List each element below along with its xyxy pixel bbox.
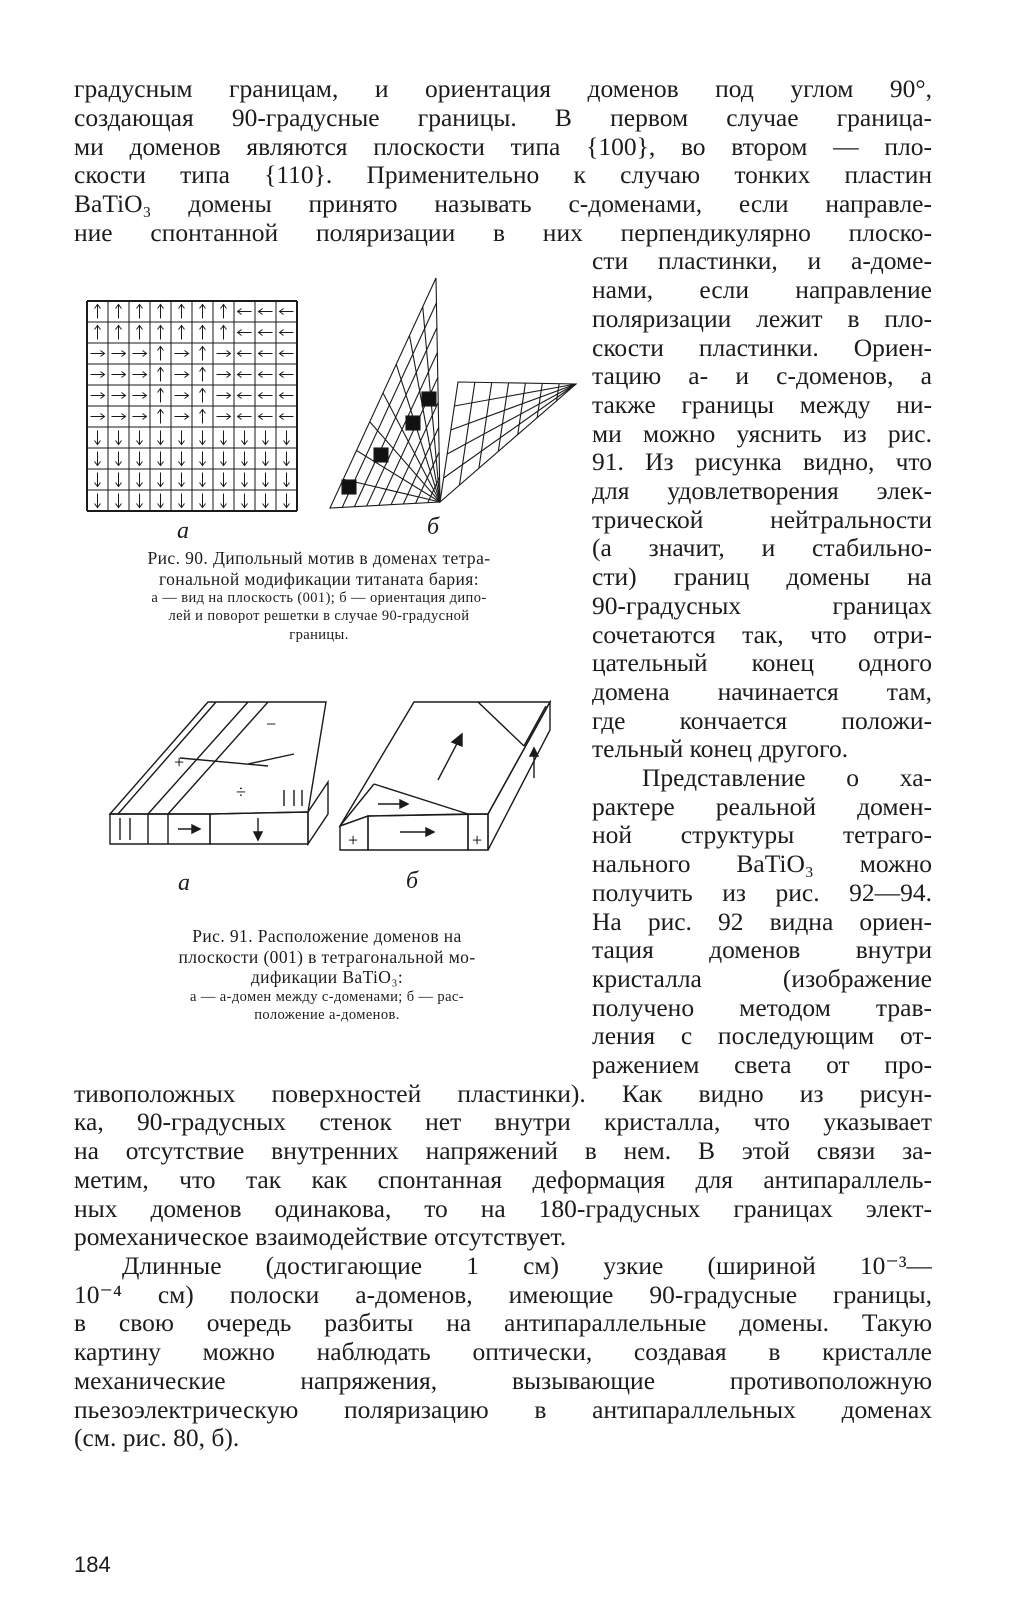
text-line: домена начинается там,: [592, 677, 932, 706]
dipole-arrow: [217, 351, 231, 357]
text-line: механические напряжения, вызывающие противоположную: [74, 1366, 932, 1395]
dipole-arrow: [200, 473, 206, 487]
caption-subline: лей и поворот решетки в случае 90-градусной: [168, 608, 470, 625]
text-line: Представление о ха-: [642, 763, 932, 792]
dipole-arrow: [200, 347, 206, 361]
text-line: 90-градусных границах: [592, 591, 932, 620]
dipole-arrow: [91, 372, 105, 378]
plus-sign: +: [174, 752, 185, 772]
text-line: BaTiO₃ домены принято называть c-доменами, если направле-: [74, 189, 932, 218]
dipole-arrow: [221, 305, 227, 319]
dipole-arrow: [221, 452, 227, 466]
dipole-arrow: [200, 368, 206, 382]
dipole-arrow: [158, 347, 164, 361]
text-line: ми можно уяснить из рис.: [592, 419, 932, 448]
dipole-arrow: [179, 473, 185, 487]
dipole-arrow: [158, 305, 164, 319]
dipole-arrow: [217, 372, 231, 378]
dipole-arrow: [217, 414, 231, 420]
text-line: 10⁻⁴ см) полоски a-доменов, имеющие 90-градусные границы,: [74, 1280, 932, 1309]
dipole-arrow: [179, 326, 185, 340]
dipole-arrow: [133, 414, 147, 420]
dipole-arrow: [158, 326, 164, 340]
lattice-rotation-diagram: [328, 272, 578, 512]
dipole-arrow: [137, 326, 143, 340]
dipole-arrow: [175, 393, 189, 399]
text-line: сти пластинки, и a-доме-: [592, 246, 932, 275]
minus-sign: −: [266, 714, 277, 734]
dipole-arrow: [221, 431, 227, 445]
dipole-arrow: [280, 330, 294, 336]
dipole-arrow: [217, 393, 231, 399]
dipole-arrow: [179, 494, 185, 508]
page-number: 184: [74, 1552, 111, 1577]
figure-90-caption: [74, 548, 564, 644]
a-domain-location-diagram: [338, 700, 554, 860]
text-line: на отсутствие внутренних напряжений в нем. В этой связи за-: [74, 1136, 932, 1165]
dipole-arrow: [263, 473, 269, 487]
dipole-arrow: [242, 473, 248, 487]
dipole-arrow: [263, 494, 269, 508]
dipole-arrow: [112, 414, 126, 420]
dipole-arrow: [133, 351, 147, 357]
dipole-arrow: [95, 473, 101, 487]
dipole-arrow: [95, 431, 101, 445]
dipole-arrow: [95, 452, 101, 466]
text-line: ромеханическое взаимодействие отсутствует.: [74, 1222, 567, 1251]
text-line: трической нейтральности: [592, 505, 932, 534]
text-line: метим, что так как спонтанная деформация для антипараллель-: [74, 1165, 932, 1194]
text-line: пьезоэлектрическую поляризацию в антипараллельных доменах: [74, 1395, 932, 1424]
dipole-arrow: [91, 414, 105, 420]
text-line: ных доменов одинакова, то на 180-градусных границах элект-: [74, 1194, 932, 1223]
dipole-arrow: [242, 494, 248, 508]
dipole-arrow: [91, 351, 105, 357]
text-line: картину можно наблюдать оптически, создавая в кристалле: [74, 1337, 932, 1366]
dipole-arrow: [175, 372, 189, 378]
text-line: рактере реальной домен-: [592, 792, 932, 821]
dipole-arrow: [158, 494, 164, 508]
dipole-arrow: [200, 305, 206, 319]
dipole-arrow: [238, 393, 252, 399]
dipole-arrow: [238, 414, 252, 420]
text-line: тация доменов внутри: [592, 935, 932, 964]
dipole-arrow: [175, 351, 189, 357]
dipole-arrow: [116, 494, 122, 508]
text-line: для удовлетворения элек-: [592, 476, 932, 505]
text-line: тивоположных поверхностей пластинки). Как видно из рисун-: [74, 1079, 932, 1108]
black-cell: [374, 448, 388, 462]
caption-line: Рис. 90. Дипольный мотив в доменах тетра-: [147, 548, 491, 568]
text-line: скости пластинки. Ориен-: [592, 333, 932, 362]
dipole-arrow: [116, 431, 122, 445]
dipole-arrow: [133, 393, 147, 399]
text-line: Длинные (достигающие 1 см) узкие (шириной 10⁻³—: [122, 1251, 932, 1280]
divide-sign: ÷: [236, 782, 246, 802]
caption-subline: а — вид на плоскость (001); б — ориентация дипо-: [151, 590, 487, 607]
dipole-arrow: [158, 452, 164, 466]
figure-91b-label: б: [406, 868, 419, 894]
dipole-arrow: [175, 414, 189, 420]
dipole-arrow: [116, 305, 122, 319]
dipole-arrow: [280, 309, 294, 315]
text-line: ной структуры тетраго-: [592, 820, 932, 849]
dipole-arrow: [238, 309, 252, 315]
text-line: получить из рис. 92—94.: [592, 878, 932, 907]
black-cell: [342, 480, 356, 494]
dipole-arrow: [280, 372, 294, 378]
text-line: создающая 90-градусные границы. В первом случае граница-: [74, 103, 932, 132]
text-line: градусным границам, и ориентация доменов под углом 90°,: [74, 74, 932, 103]
text-line: ка, 90-градусных стенок нет внутри кристалла, что указывает: [74, 1107, 932, 1136]
caption-line: гональной модификации титаната бария:: [159, 568, 479, 589]
text-line: На рис. 92 видна ориен-: [592, 907, 932, 936]
dipole-grid-diagram: [86, 300, 308, 512]
dipole-arrow: [158, 410, 164, 424]
text-line: получено методом трав-: [592, 993, 932, 1022]
text-line: ние спонтанной поляризации в них перпендикулярно плоско-: [74, 218, 932, 247]
caption-subline: а — а-домен между с-доменами; б — рас-: [190, 988, 464, 1005]
dipole-arrow: [263, 452, 269, 466]
dipole-arrow: [158, 368, 164, 382]
dipole-arrow: [200, 389, 206, 403]
dipole-arrow: [238, 351, 252, 357]
dipole-arrow: [242, 452, 248, 466]
dipole-arrow: [280, 393, 294, 399]
dipole-arrow: [112, 393, 126, 399]
text-line: ми доменов являются плоскости типа {100}, во втором — пло-: [74, 132, 932, 161]
dipole-arrow: [200, 452, 206, 466]
caption-subline: положение а-доменов.: [254, 1007, 400, 1024]
caption-line: Рис. 91. Расположение доменов на: [192, 926, 462, 946]
dipole-arrow: [238, 372, 252, 378]
dipole-arrow: [116, 452, 122, 466]
dipole-arrow: [221, 326, 227, 340]
dipole-arrow: [137, 494, 143, 508]
black-cell: [406, 416, 420, 430]
text-line: тацию a- и c-доменов, а: [592, 361, 932, 390]
text-line: где кончается положи-: [592, 706, 932, 735]
caption-subline: границы.: [289, 626, 349, 643]
dipole-arrow: [259, 393, 273, 399]
dipole-arrow: [284, 473, 290, 487]
dipole-arrow: [179, 431, 185, 445]
text-line: скости типа {110}. Применительно к случаю тонких пластин: [74, 160, 932, 189]
text-line: цательный конец одного: [592, 648, 932, 677]
text-line: сочетаются так, что отри-: [592, 620, 932, 649]
plus-sign: +: [472, 830, 483, 850]
dipole-arrow: [221, 494, 227, 508]
dipole-arrow: [137, 452, 143, 466]
figure-90a-label: а: [177, 518, 189, 544]
dipole-arrow: [112, 351, 126, 357]
dipole-arrow: [91, 393, 105, 399]
caption-line: плоскости (001) в тетрагональной мо-: [178, 946, 476, 967]
dipole-arrow: [280, 351, 294, 357]
dipole-arrow: [280, 414, 294, 420]
plus-sign: +: [348, 830, 359, 850]
figure-91a-label: а: [178, 870, 190, 896]
figure-90b-label: б: [427, 514, 440, 540]
caption-line: дификации BaTiO₃:: [250, 967, 404, 988]
dipole-arrow: [259, 372, 273, 378]
dipole-arrow: [242, 431, 248, 445]
text-line: 91. Из рисунка видно, что: [592, 447, 932, 476]
text-line: нального BaTiO₃ можно: [592, 849, 932, 878]
dipole-arrow: [259, 351, 273, 357]
text-line: в свою очередь разбиты на антипараллельные домены. Такую: [74, 1308, 932, 1337]
dipole-arrow: [158, 473, 164, 487]
text-line: ления с последующим от-: [592, 1021, 932, 1050]
dipole-arrow: [95, 326, 101, 340]
dipole-arrow: [179, 305, 185, 319]
dipole-arrow: [284, 494, 290, 508]
black-cell: [422, 392, 436, 406]
dipole-arrow: [158, 389, 164, 403]
dipole-arrow: [116, 473, 122, 487]
dipole-arrow: [221, 473, 227, 487]
dipole-arrow: [116, 326, 122, 340]
dipole-arrow: [137, 431, 143, 445]
text-line: (см. рис. 80, б).: [74, 1423, 240, 1452]
text-line: тельный конец другого.: [592, 734, 849, 763]
dipole-arrow: [158, 431, 164, 445]
dipole-arrow: [259, 309, 273, 315]
dipole-arrow: [137, 305, 143, 319]
text-line: поляризации лежит в пло-: [592, 304, 932, 333]
dipole-arrow: [179, 452, 185, 466]
dipole-arrow: [200, 410, 206, 424]
dipole-arrow: [284, 431, 290, 445]
text-line: сти) границ домены на: [592, 562, 932, 591]
text-line: (а значит, и стабильно-: [592, 533, 932, 562]
dipole-arrow: [200, 431, 206, 445]
dipole-arrow: [200, 326, 206, 340]
text-line: ражением света от про-: [592, 1050, 932, 1079]
text-line: нами, если направление: [592, 275, 932, 304]
figure-91-caption: [96, 926, 558, 1024]
dipole-arrow: [259, 414, 273, 420]
dipole-arrow: [137, 473, 143, 487]
dipole-arrow: [259, 330, 273, 336]
dipole-arrow: [133, 372, 147, 378]
dipole-arrow: [95, 305, 101, 319]
dipole-arrow: [95, 494, 101, 508]
dipole-arrow: [284, 452, 290, 466]
text-line: также границы между ни-: [592, 390, 932, 419]
dipole-arrow: [238, 330, 252, 336]
a-domain-block-diagram: [108, 694, 330, 864]
dipole-arrow: [200, 494, 206, 508]
dipole-arrow: [112, 372, 126, 378]
text-line: кристалла (изображение: [592, 964, 932, 993]
dipole-arrow: [263, 431, 269, 445]
